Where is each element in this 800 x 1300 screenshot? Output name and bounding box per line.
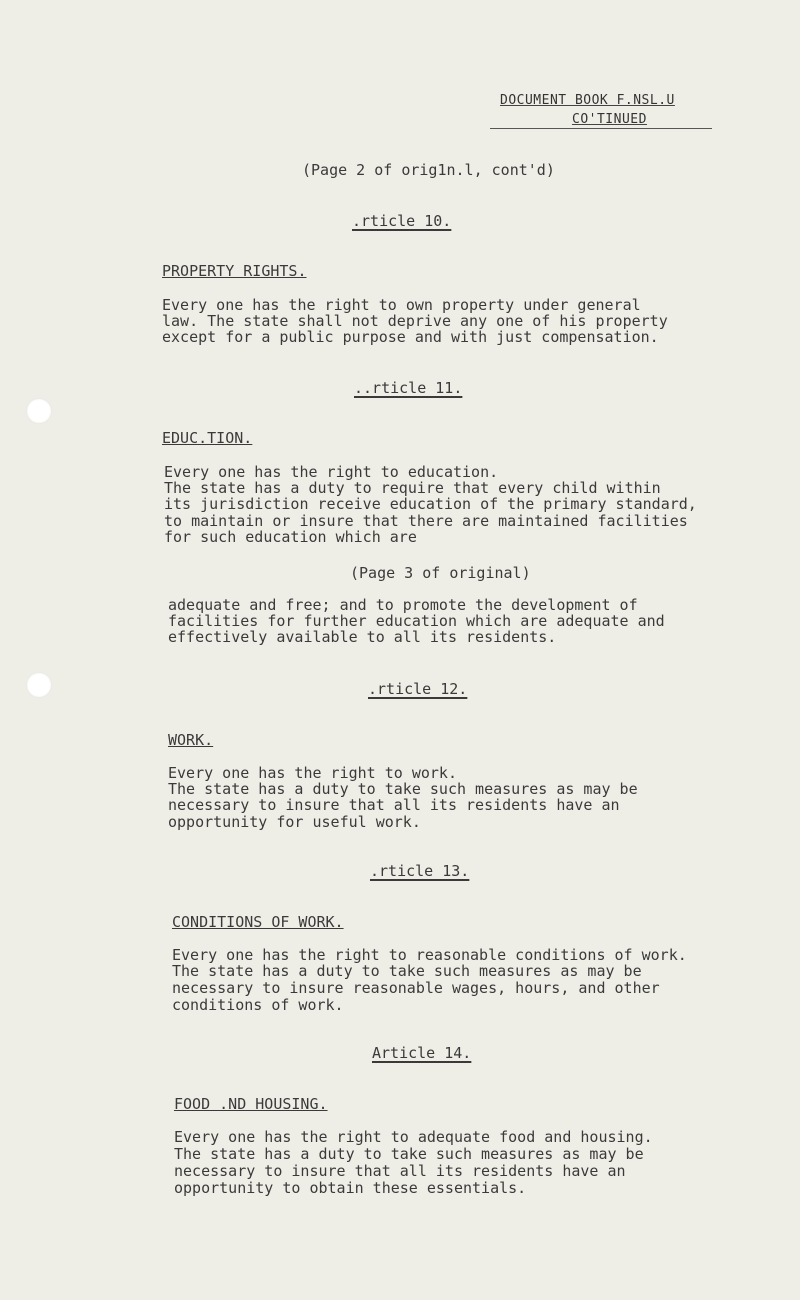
article-heading: .rticle 12. bbox=[368, 680, 468, 698]
article-heading: ..rticle 11. bbox=[354, 379, 463, 397]
body-line: opportunity to obtain these essentials. bbox=[174, 1179, 527, 1197]
section-title: WORK. bbox=[168, 731, 214, 749]
body-line: except for a public purpose and with just compensation. bbox=[162, 328, 659, 346]
header-rule bbox=[490, 128, 712, 129]
body-line: necessary to insure that all its residents have an bbox=[174, 1162, 626, 1180]
body-line: opportunity for useful work. bbox=[168, 813, 421, 831]
article-heading: .rticle 13. bbox=[370, 862, 470, 880]
section-title: PROPERTY RIGHTS. bbox=[162, 262, 307, 280]
body-line: its jurisdiction receive education of the primary standard, bbox=[164, 495, 697, 513]
punch-hole bbox=[26, 672, 52, 698]
body-line: effectively available to all its residents. bbox=[168, 628, 557, 646]
continued-label: CO'TINUED bbox=[572, 112, 647, 127]
section-title: EDUC.TION. bbox=[162, 429, 253, 447]
body-line: The state has a duty to take such measures as may be bbox=[172, 962, 642, 980]
body-line: The state has a duty to take such measures as may be bbox=[174, 1145, 644, 1163]
section-title: FOOD .ND HOUSING. bbox=[174, 1095, 328, 1113]
body-line: necessary to insure reasonable wages, hours, and other bbox=[172, 979, 660, 997]
body-line: Every one has the right to own property under general bbox=[162, 296, 641, 314]
punch-hole bbox=[26, 398, 52, 424]
body-line: for such education which are bbox=[164, 528, 417, 546]
page-note: (Page 3 of original) bbox=[350, 564, 531, 582]
article-heading: .rticle 10. bbox=[352, 212, 452, 230]
page-note: (Page 2 of orig1n.l, cont'd) bbox=[302, 161, 555, 179]
body-line: Every one has the right to education. bbox=[164, 463, 499, 481]
body-line: The state has a duty to require that every child within bbox=[164, 479, 661, 497]
body-line: conditions of work. bbox=[172, 996, 344, 1014]
body-line: Every one has the right to adequate food and housing. bbox=[174, 1128, 653, 1146]
body-line: to maintain or insure that there are maintained facilities bbox=[164, 512, 688, 530]
section-title: CONDITIONS OF WORK. bbox=[172, 913, 344, 931]
body-line: law. The state shall not deprive any one of his property bbox=[162, 312, 668, 330]
body-line: The state has a duty to take such measures as may be bbox=[168, 780, 638, 798]
body-line: necessary to insure that all its residents have an bbox=[168, 796, 620, 814]
body-line: Every one has the right to reasonable conditions of work. bbox=[172, 946, 687, 964]
body-line: Every one has the right to work. bbox=[168, 764, 457, 782]
body-line: adequate and free; and to promote the development of bbox=[168, 596, 638, 614]
document-book-header: DOCUMENT BOOK F.NSL.U bbox=[500, 93, 675, 108]
body-line: facilities for further education which are adequate and bbox=[168, 612, 665, 630]
article-heading: Article 14. bbox=[372, 1044, 472, 1062]
